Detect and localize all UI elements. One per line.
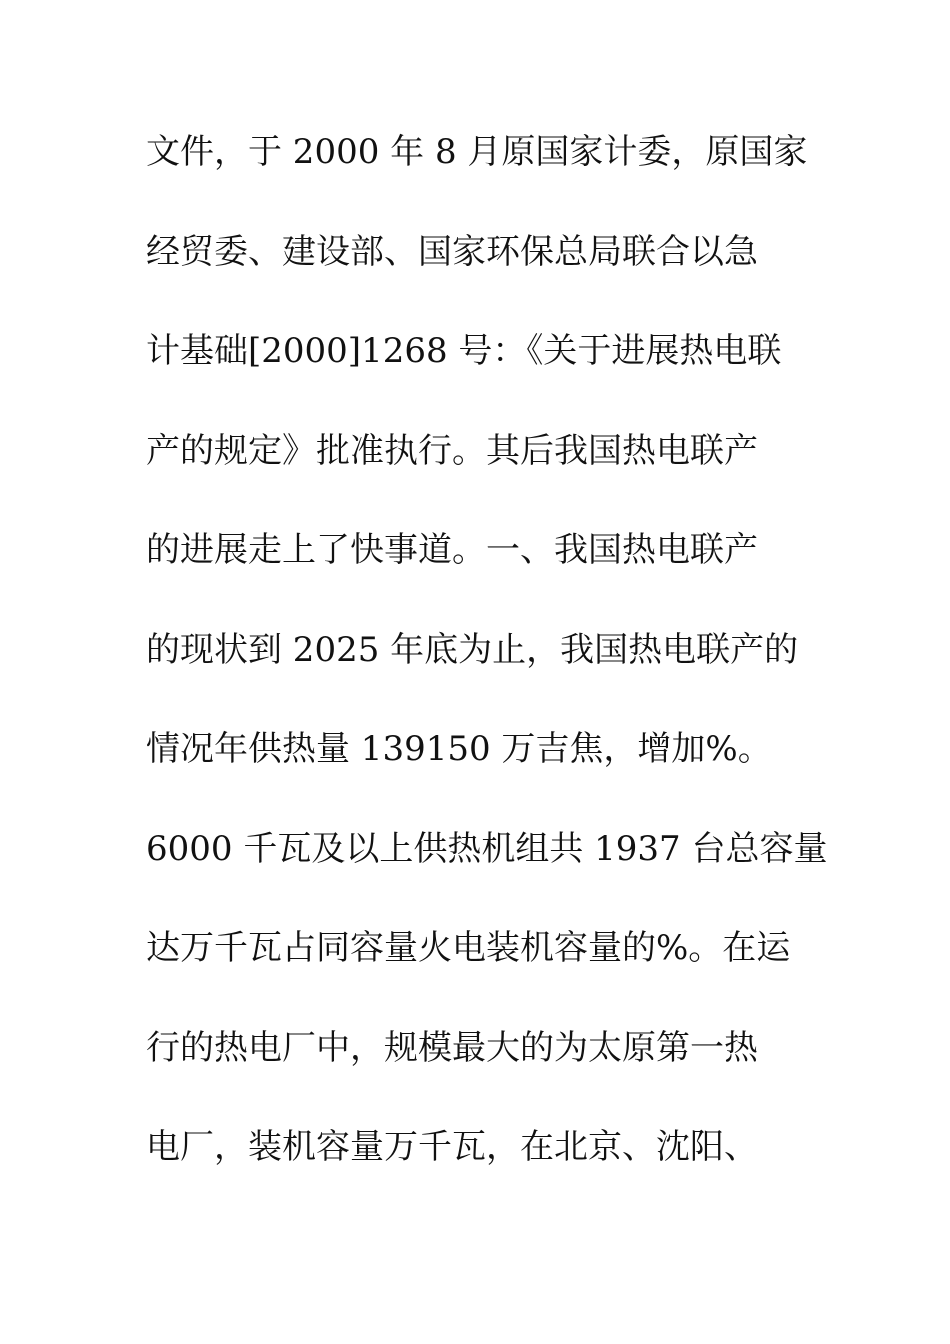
text-line: 电厂，装机容量万千瓦，在北京、沈阳、	[146, 1127, 758, 1167]
text-line: 文件，于 2000 年 8 月原国家计委，原国家	[146, 132, 808, 172]
text-line: 达万千瓦占同容量火电装机容量的%。在运	[146, 928, 791, 968]
text-line: 行的热电厂中，规模最大的为太原第一热	[146, 1027, 758, 1068]
text-line: 产的规定》批准执行。其后我国热电联产	[146, 430, 758, 471]
body-text	[146, 126, 826, 1221]
text-line: 的进展走上了快事道。一、我国热电联产	[146, 530, 758, 570]
text-line: 经贸委、建设部、国家环保总局联合以急	[146, 231, 758, 272]
text-line: 6000 千瓦及以上供热机组共 1937 台总容量	[146, 828, 828, 869]
text-line: 情况年供热量 139150 万吉焦，增加%。	[146, 729, 772, 769]
text-line: 的现状到 2025 年底为止，我国热电联产的	[146, 629, 799, 670]
text-line: 计基础[2000]1268 号：《关于进展热电联	[146, 331, 782, 371]
